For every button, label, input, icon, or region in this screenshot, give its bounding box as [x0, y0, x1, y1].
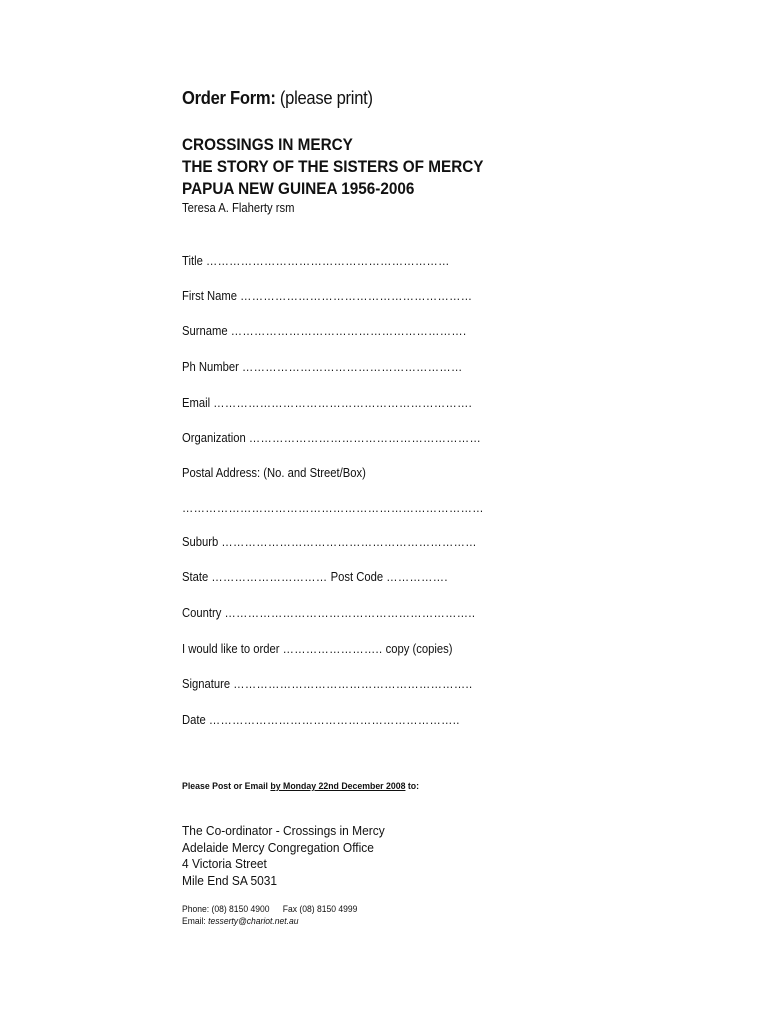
form-heading — [182, 88, 373, 109]
post-instructions — [182, 781, 419, 792]
country-field-line[interactable]: ……………………………………………………….. — [224, 606, 476, 620]
contact-email-row — [182, 915, 357, 927]
date-field[interactable] — [182, 713, 460, 727]
book-title — [182, 134, 484, 200]
state-field-label: State — [182, 570, 212, 584]
suburb-field-line[interactable]: ………………………………………………………… — [221, 535, 477, 549]
book-title-line-1: CROSSINGS IN MERCY — [182, 135, 353, 154]
postal-address-field[interactable] — [182, 501, 484, 515]
order-quantity-line[interactable]: …………………….. — [282, 642, 383, 656]
contact-details — [182, 903, 357, 927]
organization-field-line[interactable]: …………………………………………………… — [248, 431, 482, 445]
date-field-label: Date — [182, 713, 209, 727]
address-line-2: Adelaide Mercy Congregation Office — [182, 839, 374, 855]
mailing-address — [182, 823, 385, 889]
country-field-label: Country — [182, 606, 225, 620]
form-heading-title: Order Form: — [182, 88, 276, 108]
signature-field-line[interactable]: …………………………………………………….. — [233, 677, 473, 691]
organization-field-label: Organization — [182, 431, 249, 445]
book-title-line-2: THE STORY OF THE SISTERS OF MERCY — [182, 157, 484, 176]
postal-address-label: Postal Address: (No. and Street/Box) — [182, 466, 366, 480]
postal-address-line[interactable]: …………………………………………………………………… — [182, 501, 484, 515]
state-field-line[interactable]: ………………………… — [211, 570, 328, 584]
surname-field-line[interactable]: ……………………………………………………. — [230, 324, 467, 338]
state-postcode-row — [182, 570, 448, 584]
phone-field-label: Ph Number — [182, 360, 243, 374]
signature-field[interactable] — [182, 677, 472, 691]
contact-phone-fax-row — [182, 903, 357, 915]
title-field-label: Title — [182, 254, 206, 268]
first-name-field[interactable] — [182, 289, 472, 303]
address-line-4: Mile End SA 5031 — [182, 872, 278, 888]
form-heading-instruction: (please print) — [279, 88, 373, 108]
surname-field[interactable] — [182, 324, 466, 338]
book-author: Teresa A. Flaherty rsm — [182, 201, 295, 215]
phone-field-line[interactable]: ………………………………………………… — [242, 360, 463, 374]
order-quantity-suffix: copy (copies) — [382, 642, 453, 656]
title-field[interactable] — [182, 254, 450, 268]
email-field-label: Email — [182, 396, 214, 410]
book-title-line-3: PAPUA NEW GUINEA 1956-2006 — [182, 179, 415, 198]
country-field[interactable] — [182, 606, 475, 620]
signature-field-label: Signature — [182, 677, 234, 691]
postcode-field-label: Post Code — [327, 570, 387, 584]
email-field[interactable] — [182, 396, 472, 410]
post-instructions-prefix: Please Post or Email — [182, 781, 271, 792]
post-instructions-suffix: to: — [405, 781, 420, 792]
postcode-field-line[interactable]: ……………. — [386, 570, 448, 584]
first-name-field-line[interactable]: …………………………………………………… — [240, 289, 473, 303]
date-field-line[interactable]: ……………………………………………………….. — [208, 713, 460, 727]
first-name-field-label: First Name — [182, 289, 241, 303]
phone-field[interactable] — [182, 360, 463, 374]
contact-fax: Fax (08) 8150 4999 — [282, 904, 358, 914]
title-field-line[interactable]: ……………………………………………………… — [205, 254, 450, 268]
order-quantity-field[interactable] — [182, 642, 453, 656]
email-field-line[interactable]: …………………………………………………………. — [213, 396, 473, 410]
suburb-field-label: Suburb — [182, 535, 222, 549]
contact-email-link[interactable]: tesserty@chariot.net.au — [208, 916, 299, 926]
contact-phone: Phone: (08) 8150 4900 — [182, 904, 270, 914]
address-line-3: 4 Victoria Street — [182, 856, 267, 871]
contact-email-label: Email: — [182, 916, 209, 926]
post-deadline: by Monday 22nd December 2008 — [270, 781, 406, 792]
organization-field[interactable] — [182, 431, 481, 445]
surname-field-label: Surname — [182, 324, 231, 338]
suburb-field[interactable] — [182, 535, 477, 549]
order-quantity-label: I would like to order — [182, 642, 283, 656]
address-line-1: The Co-ordinator - Crossings in Mercy — [182, 823, 385, 838]
